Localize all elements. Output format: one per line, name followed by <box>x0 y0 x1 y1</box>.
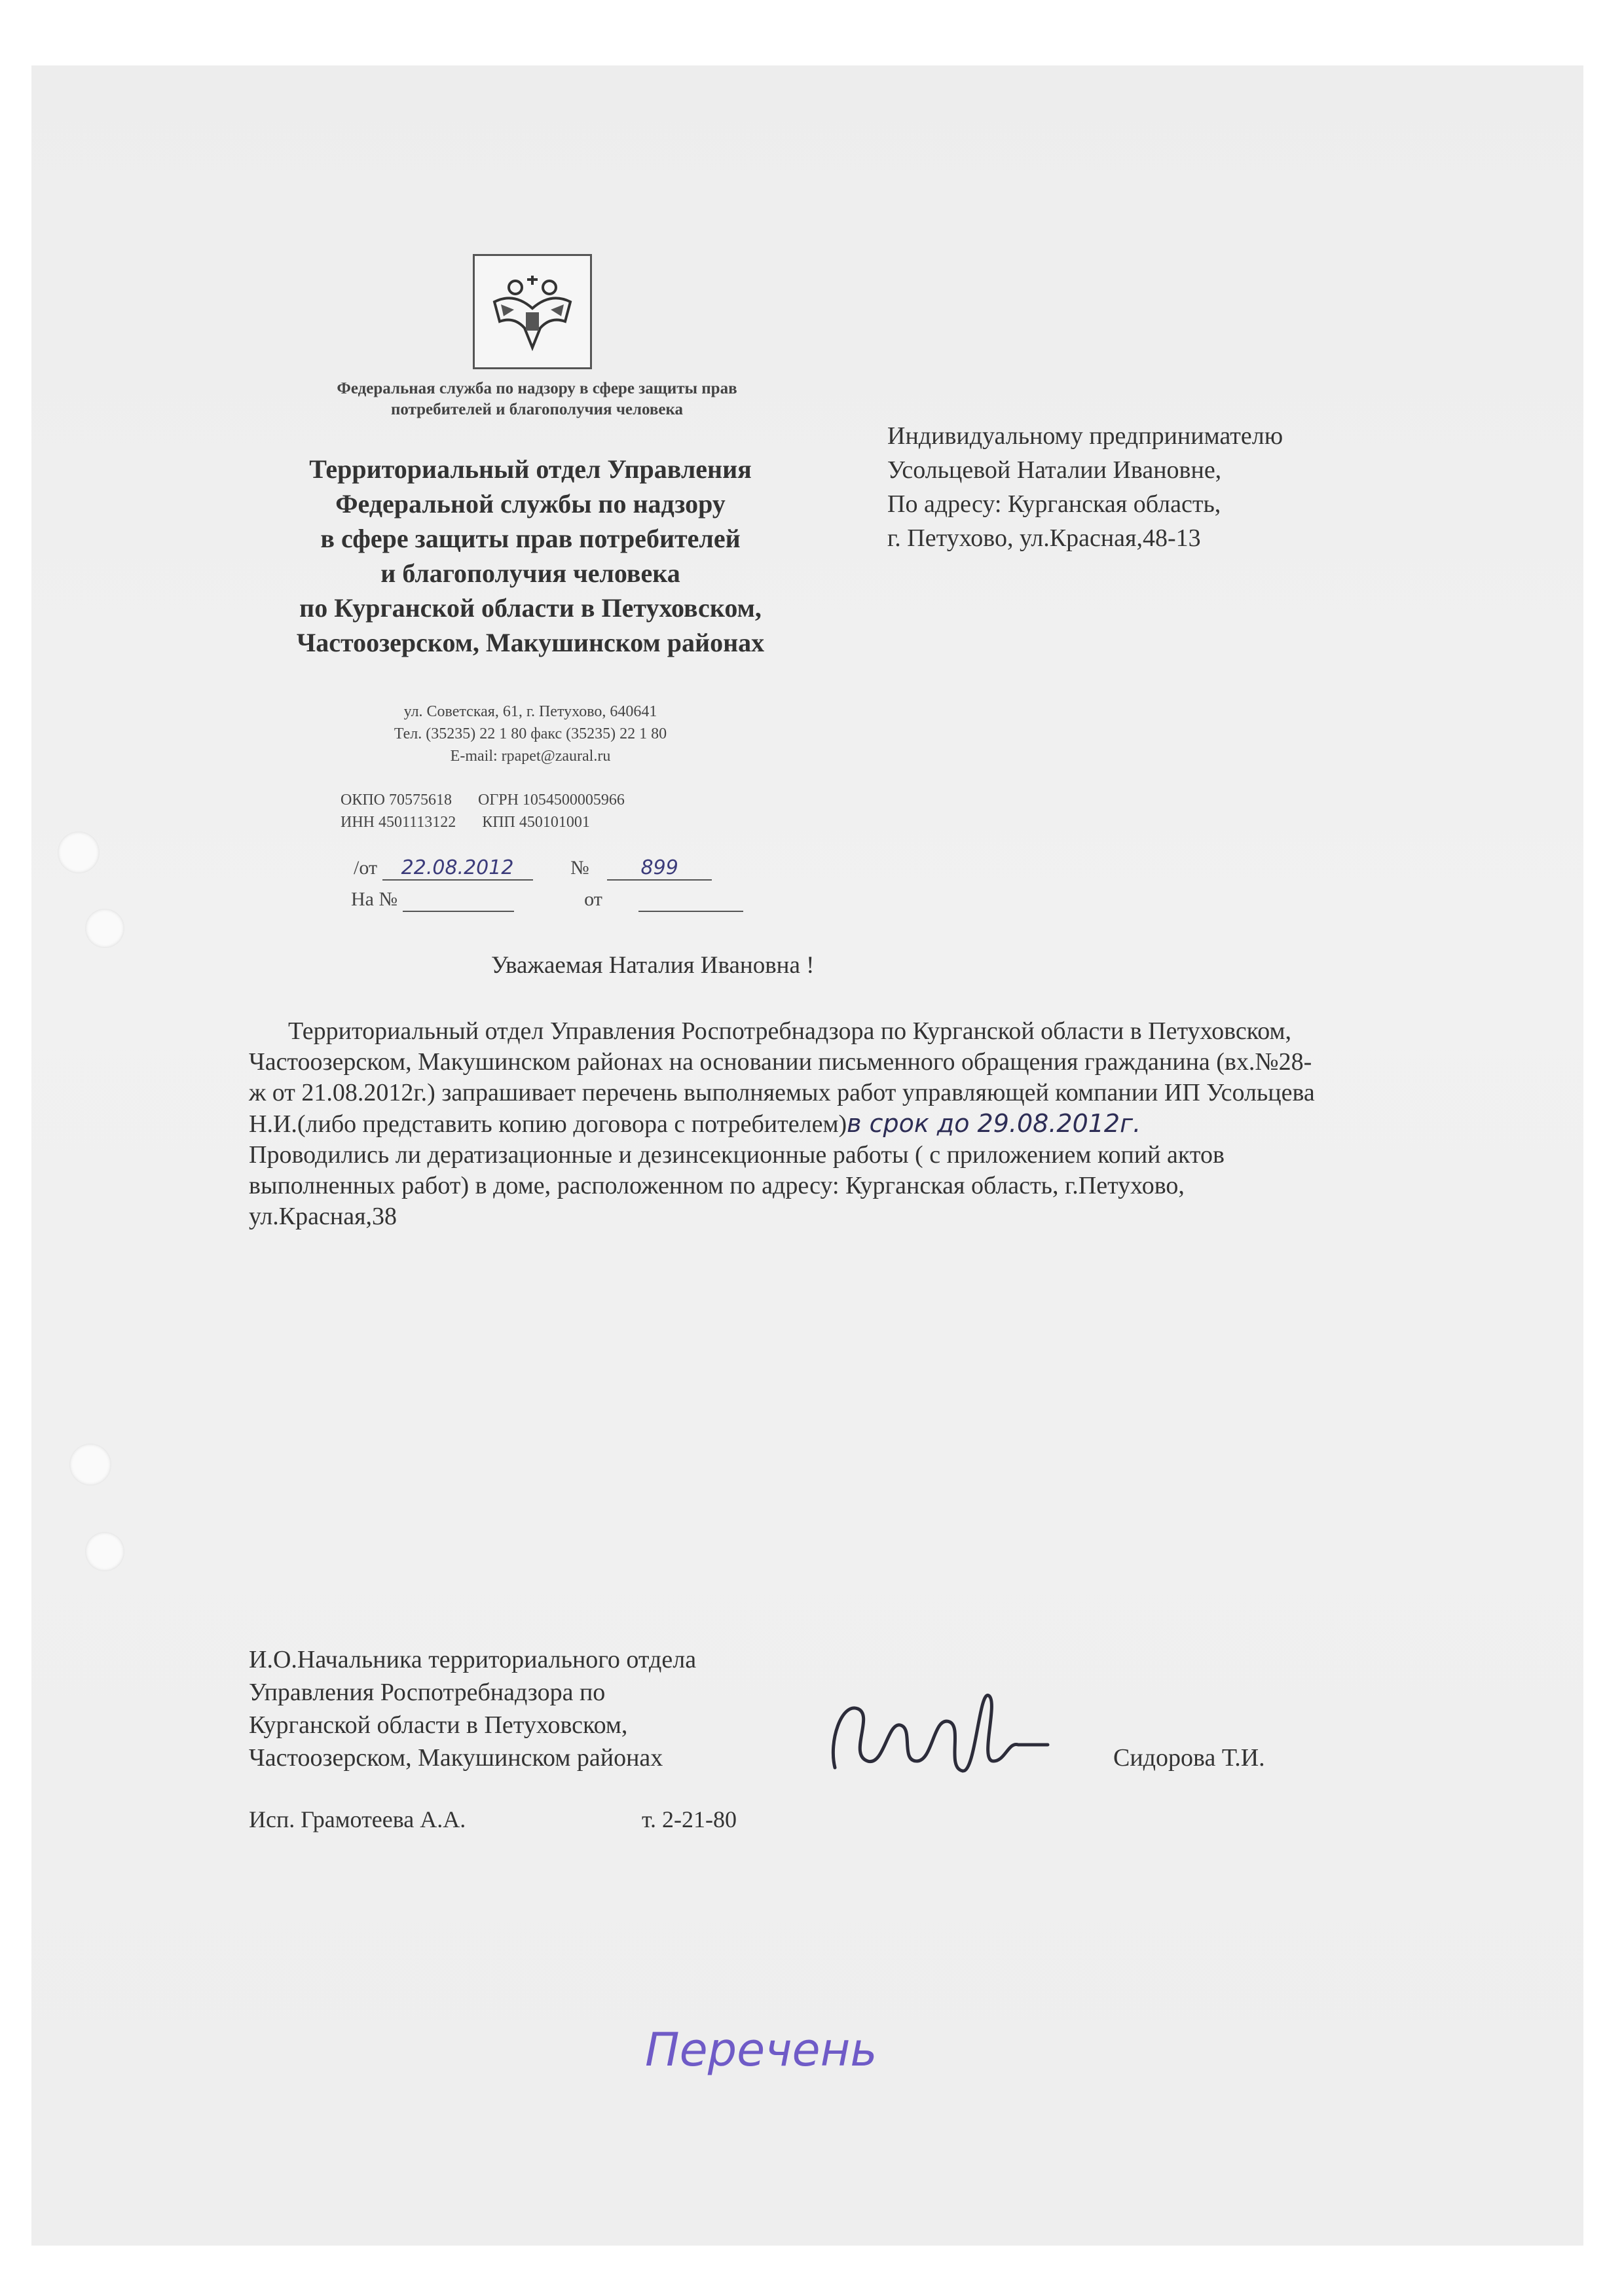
letter-body <box>249 1016 1323 1232</box>
addressee-line: По адресу: Курганская область, <box>887 490 1221 518</box>
org-line: Федеральной службы по надзору <box>335 489 726 519</box>
okpo-code: ОКПО 70575618 <box>341 792 452 809</box>
outgoing-reference <box>354 856 712 881</box>
registration-codes <box>341 789 625 833</box>
org-line: в сфере защиты прав потребителей <box>320 524 741 553</box>
position-line: И.О.Начальника территориального отдела <box>249 1646 697 1673</box>
coat-of-arms-emblem <box>473 254 592 369</box>
position-line: Курганской области в Петуховском, <box>249 1711 628 1739</box>
paragraph-request: Территориальный отдел Управления Роспотребнадзора по Курганской области в Петуховском, Частоозерском, Макушинском районах на основании письменного обращения гражданина (вх.№28-ж от 21.08.2012г.) запрашивает перечень выполняемых работ управляющей компании ИП Усольцева Н.И.(либо представить копию договора с потребителем) <box>249 1017 1315 1138</box>
service-name-line2: потребителей и благополучия человека <box>390 401 684 418</box>
org-line: Частоозерском, Макушинском районах <box>296 628 765 657</box>
addressee-line: г. Петухово, ул.Красная,48-13 <box>887 524 1201 552</box>
executor-phone: т. 2-21-80 <box>642 1806 737 1832</box>
incoming-reference <box>351 888 743 912</box>
org-line: Территориальный отдел Управления <box>309 454 752 484</box>
inn-code: ИНН 4501113122 <box>341 814 456 831</box>
handwritten-note: Перечень <box>645 2023 877 2077</box>
signer-name: Сидорова Т.И. <box>1113 1744 1265 1772</box>
service-name-line1: Федеральная служба по надзору в сфере защиты прав <box>337 380 737 397</box>
addressee-line: Усольцевой Наталии Ивановне, <box>887 456 1222 484</box>
double-headed-eagle-icon <box>475 256 590 367</box>
executor-line <box>249 1806 838 1833</box>
org-line: по Курганской области в Петуховском, <box>299 593 762 623</box>
punch-hole <box>85 909 124 948</box>
phone-fax-line: Тел. (35235) 22 1 80 факс (35235) 22 1 80 <box>394 725 667 742</box>
from-label: /от <box>354 857 378 879</box>
na-label: На № <box>351 888 398 910</box>
addressee-block <box>887 419 1477 555</box>
handwritten-deadline: в срок до 29.08.2012г. <box>847 1109 1141 1138</box>
punch-hole <box>85 1532 124 1571</box>
paragraph-pest-control: Проводились ли дератизационные и дезинсекционные работы ( с приложением копий актов выполненных работ) в доме, расположенном по адресу: Курганская область, г.Петухово, ул.Красная,38 <box>249 1141 1225 1230</box>
ot-label: от <box>584 888 602 910</box>
position-line: Управления Роспотребнадзора по <box>249 1679 606 1706</box>
addressee-line: Индивидуальному предпринимателю <box>887 422 1283 450</box>
punch-hole <box>58 831 100 873</box>
email-line: E-mail: rpapet@zaural.ru <box>450 748 611 765</box>
position-line: Частоозерском, Макушинском районах <box>249 1744 663 1772</box>
address-line: ул. Советская, 61, г. Петухово, 640641 <box>403 703 657 720</box>
number-label: № <box>570 857 589 879</box>
handwritten-signature <box>822 1663 1058 1794</box>
salutation: Уважаемая Наталия Ивановна ! <box>491 952 815 979</box>
signatory-position <box>249 1643 838 1774</box>
org-line: и благополучия человека <box>380 558 680 588</box>
executor-name: Исп. Грамотеева А.А. <box>249 1806 466 1832</box>
ogrn-code: ОГРН 1054500005966 <box>478 792 625 809</box>
contact-details <box>288 701 773 767</box>
outgoing-number: 899 <box>607 856 712 881</box>
punch-hole <box>69 1444 111 1485</box>
kpp-code: КПП 450101001 <box>482 814 590 831</box>
organization-name <box>262 452 799 660</box>
outgoing-date: 22.08.2012 <box>382 856 533 881</box>
